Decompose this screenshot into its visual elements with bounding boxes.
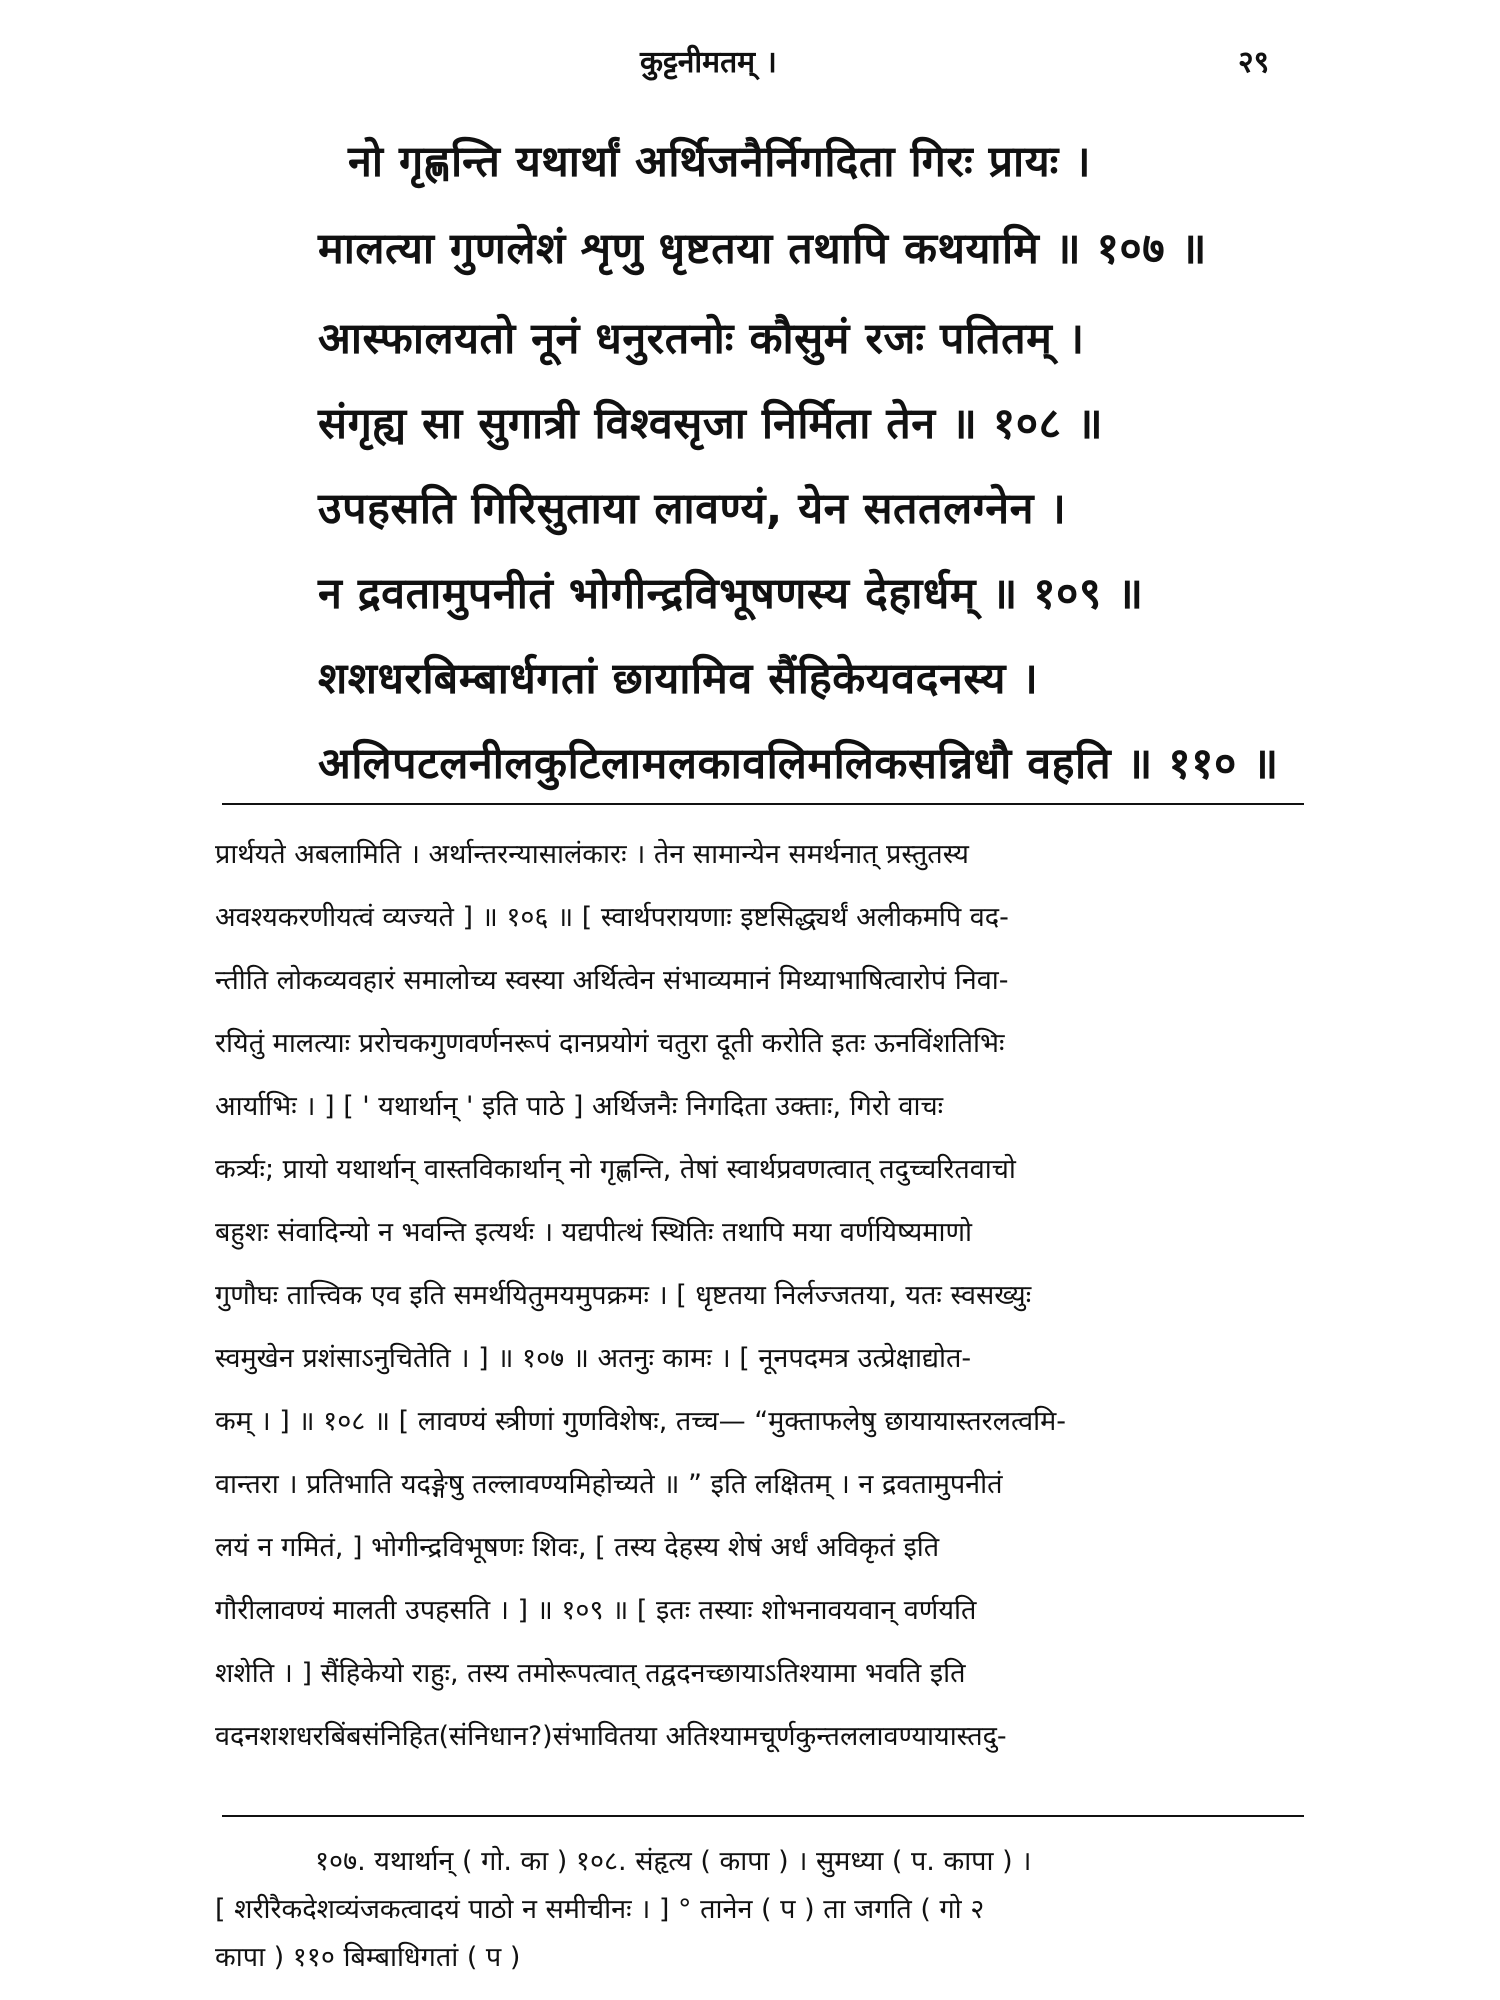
commentary-line: गुणौघः तात्त्विक एव इति समर्थयितुमयमुपक्रमः । [ धृष्टतया निर्लज्जतया, यतः स्वसख्युः (215, 1280, 1032, 1311)
verse-line: उपहसति गिरिसुताया लावण्यं, येन सततलग्नेन । (318, 484, 1067, 534)
footnote-line: [ शरीरैकदेशव्यंजकत्वादयं पाठो न समीचीनः । ] ° तानेन ( प ) ता जगति ( गो २ (215, 1894, 985, 1925)
commentary-line: गौरीलावण्यं मालती उपहसति । ] ॥ १०९ ॥ [ इतः तस्याः शोभनावयवान् वर्णयति (215, 1595, 977, 1626)
page-number: २९ (1238, 45, 1270, 80)
page-title: कुट्टनीमतम् । (640, 45, 777, 80)
commentary-line: कम् । ] ॥ १०८ ॥ [ लावण्यं स्त्रीणां गुणविशेषः, तच्च— “मुक्ताफलेषु छायायास्तरलत्वमि- (215, 1406, 1067, 1437)
verse-line: संगृह्य सा सुगात्री विश्वसृजा निर्मिता तेन ॥ १०८ ॥ (318, 399, 1104, 449)
footnote-line: कापा ) ११० बिम्बाधिगतां ( प ) (215, 1942, 521, 1973)
verse-line: मालत्या गुणलेशं शृणु धृष्टतया तथापि कथयामि ॥ १०७ ॥ (318, 224, 1207, 274)
commentary-line: न्तीति लोकव्यवहारं समालोच्य स्वस्या अर्थित्वेन संभाव्यमानं मिथ्याभाषित्वारोपं निवा- (215, 965, 1009, 996)
commentary-line: प्रार्थयते अबलामिति । अर्थान्तरन्यासालंकारः । तेन सामान्येन समर्थनात् प्रस्तुतस्य (215, 839, 969, 870)
verse-line: नो गृह्णन्ति यथार्थां अर्थिजनैर्निगदिता गिरः प्रायः । (348, 137, 1092, 187)
commentary-line: रयितुं मालत्याः प्ररोचकगुणवर्णनरूपं दानप्रयोगं चतुरा दूती करोति इतः ऊनविंशतिभिः (215, 1028, 1005, 1059)
verse-line: न द्रवतामुपनीतं भोगीन्द्रविभूषणस्य देहार्धम् ॥ १०९ ॥ (318, 569, 1144, 619)
divider-rule (222, 803, 1304, 805)
footnote-divider (222, 1815, 1304, 1817)
commentary-line: शशेति । ] सैंहिकेयो राहुः, तस्य तमोरूपत्वात् तद्वदनच्छायाऽतिश्यामा भवति इति (215, 1658, 966, 1689)
footnote-line: १०७. यथार्थान् ( गो. का ) १०८. संहृत्य ( कापा ) । सुमध्या ( प. कापा ) । (315, 1846, 1032, 1877)
verse-line: आस्फालयतो नूनं धनुरतनोः कौसुमं रजः पतितम् । (318, 314, 1085, 364)
commentary-line: स्वमुखेन प्रशंसाऽनुचितेति । ] ॥ १०७ ॥ अतनुः कामः । [ नूनपदमत्र उत्प्रेक्षाद्योत- (215, 1343, 972, 1374)
running-head (0, 40, 1500, 80)
commentary-line: वान्तरा । प्रतिभाति यदङ्गेषु तल्लावण्यमिहोच्यते ॥ ” इति लक्षितम् । न द्रवतामुपनीतं (215, 1469, 1003, 1500)
verse-line: शशधरबिम्बार्धगतां छायामिव सैंहिकेयवदनस्य । (318, 654, 1039, 704)
commentary-line: लयं न गमितं, ] भोगीन्द्रविभूषणः शिवः, [ तस्य देहस्य शेषं अर्धं अविकृतं इति (215, 1532, 940, 1563)
verse-line: अलिपटलनीलकुटिलामलकावलिमलिकसन्निधौ वहति ॥ ११० ॥ (318, 739, 1279, 789)
commentary-line: वदनशशधरबिंबसंनिहित(संनिधान?)संभावितया अतिश्यामचूर्णकुन्तललावण्यायास्तदु- (215, 1721, 1007, 1752)
commentary-line: कर्त्र्यः; प्रायो यथार्थान् वास्तविकार्थान् नो गृह्णन्ति, तेषां स्वार्थप्रवणत्वात् तदुच्चरितवाचो (215, 1154, 1016, 1185)
commentary-line: अवश्यकरणीयत्वं व्यज्यते ] ॥ १०६ ॥ [ स्वार्थपरायणाः इष्टसिद्ध्यर्थं अलीकमपि वद- (215, 902, 1009, 933)
commentary-line: आर्याभिः । ] [ ' यथार्थान् ' इति पाठे ] अर्थिजनैः निगदिता उक्ताः, गिरो वाचः (215, 1091, 944, 1122)
commentary-line: बहुशः संवादिन्यो न भवन्ति इत्यर्थः । यद्यपीत्थं स्थितिः तथापि मया वर्णयिष्यमाणो (215, 1217, 972, 1248)
